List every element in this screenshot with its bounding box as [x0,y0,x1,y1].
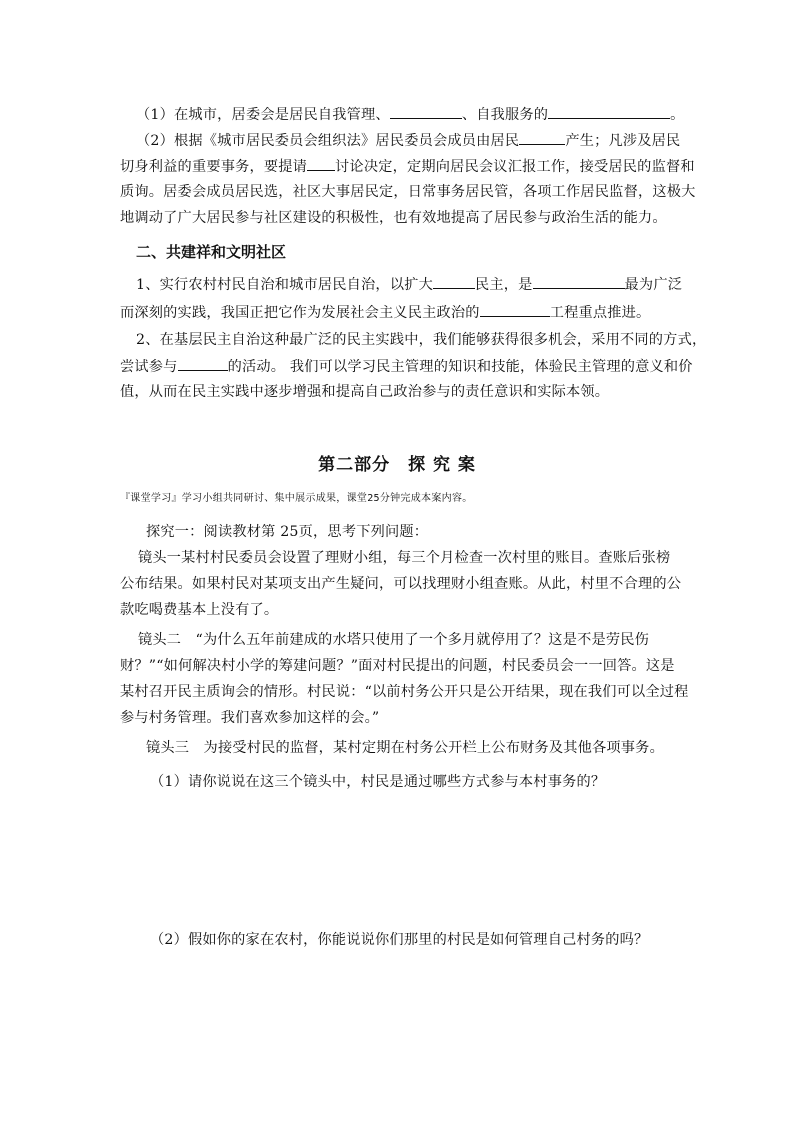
shot1-line2: 公布结果。如果村民对某项支出产生疑问，可以找理财小组查账。从此，村里不合理的公 [120,576,682,592]
fill-blank[interactable] [548,104,670,119]
shot2-line3: 某村召开民主质询会的情形。村民说：“以前村务公开只是公开结果，现在我们可以全过程 [120,684,689,700]
residents-committee-q1: （1）在城市，居委会是居民自我管理、 、自我服务的 。 [136,104,696,125]
classroom-note: 『课堂学习』学习小组共同研讨、集中展示成果，课堂25分钟完成本案内容。 [120,493,473,504]
fill-blank[interactable] [433,274,475,289]
section-heading: 二、共建祥和文明社区 [136,243,287,261]
question-2: （2）假如你的家在农村，你能说说你们那里的村民是如何管理自己村务的吗？ [150,932,649,948]
fill-blank[interactable] [178,356,228,371]
community-q2-line1: 2、在基层民主自治这种最广泛的民主实践中，我们能够获得很多机会，采用不同的方式， [136,332,707,348]
inquiry-intro: 探究一：阅读教材第 25页，思考下列问题： [146,524,429,540]
fill-blank[interactable] [519,130,565,145]
fill-blank[interactable] [390,104,462,119]
fill-blank[interactable] [533,274,625,289]
residents-committee-q2-line2: 切身利益的重要事务，要提请 讨论决定，定期向居民会议汇报工作，接受居民的监督和 [120,156,680,177]
residents-committee-q2-line3: 质询。居委会成员居民选，社区大事居民定，日常事务居民管，各项工作居民监督，这极大 [120,184,696,200]
shot2-line2: 财？”“如何解决村小学的筹建问题？”面对村民提出的问题，村民委员会一一回答。这是 [120,658,675,674]
community-q2-line3: 值，从而在民主实践中逐步增强和提高自己政治参与的责任意识和实际本领。 [120,384,610,400]
fill-blank[interactable] [480,302,550,317]
shot1-line3: 款吃喝费基本上没有了。 [120,602,279,618]
shot2-line1: 镜头二 “为什么五年前建成的水塔只使用了一个多月就停用了？这是不是劳民伤 [138,632,650,648]
question-1: （1）请你说说在这三个镜头中，村民是通过哪些方式参与本村事务的？ [150,774,606,790]
part-title: 第二部分 探 究 案 [318,455,476,475]
community-q1-line1: 1、实行农村村民自治和城市居民自治，以扩大 民主，是 最为广泛 [136,274,696,295]
fill-blank[interactable] [307,156,335,171]
residents-committee-q2-line4: 地调动了广大居民参与社区建设的积极性，也有效地提高了居民参与政治生活的能力。 [120,210,667,226]
shot1-line1: 镜头一某村村民委员会设置了理财小组，每三个月检查一次村里的账目。查账后张榜 [138,550,671,566]
community-q2-line2: 尝试参与 的活动。 我们可以学习民主管理的知识和技能，体验民主管理的意义和价 [120,356,680,377]
shot3: 镜头三 为接受村民的监督，某村定期在村务公开栏上公布财务及其他各项事务。 [146,740,664,756]
residents-committee-q2-line1: （2）根据《城市居民委员会组织法》居民委员会成员由居民 产生；凡涉及居民 [136,130,696,151]
community-q1-line2: 而深刻的实践，我国正把它作为发展社会主义民主政治的 工程重点推进。 [120,302,680,323]
shot2-line4: 参与村务管理。我们喜欢参加这样的会。” [120,710,380,726]
